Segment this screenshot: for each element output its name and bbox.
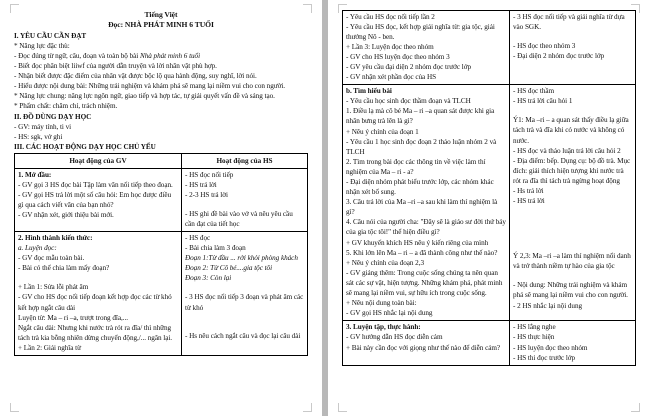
document-page-1 xyxy=(0,0,322,416)
activity-line: 1. Mở đầu: xyxy=(18,170,52,179)
spacer xyxy=(513,233,632,242)
activity-line: - HS đọc và thảo luận trả lời câu hỏi 2 xyxy=(513,146,621,155)
activity-line: + Nêu nội dung toàn bài: xyxy=(346,299,417,308)
spacer xyxy=(513,224,632,233)
section-2-heading: II. ĐỒ DÙNG DẠY HỌC xyxy=(14,112,92,121)
activity-line: 2. Hình thành kiến thức: xyxy=(18,234,93,242)
activity-line: - Hs nêu cách ngắt câu và đọc lại câu dài xyxy=(185,331,301,340)
activity-line: - GV gọi HS trả lời một số câu hỏi: Em học được điều gì qua cách viết văn của bạn nhỏ? xyxy=(18,190,172,209)
table-row xyxy=(343,85,636,321)
teacher-activity-cell xyxy=(343,10,510,85)
activity-line: Ý 2,3: Ma –ri –a làm thí nghiệm nổi danh và trở thành niềm tự hào của gia tộc xyxy=(513,252,631,271)
activity-line: - GV nhận xét, giới thiệu bài mới. xyxy=(18,210,114,219)
activity-line: - 2-3 HS trả lời xyxy=(185,190,228,199)
activity-line: - HS đọc xyxy=(185,234,211,242)
activity-line: - HS đọc theo nhóm 3 xyxy=(513,41,576,50)
activity-line: 4. Câu nói của người cha: "Đây sẽ là giáo sư đời thứ bảy của gia tộc tôi!" thể hiện điều gì? xyxy=(346,218,506,237)
section-1-line-4: - Hiểu được nội dung bài: Những trải nghiệm và khám phá sẽ mang lại niềm vui cho con người. xyxy=(14,82,286,91)
teacher-activity-cell xyxy=(343,321,510,365)
activity-line: - 2 HS nhắc lại nội dung xyxy=(513,301,583,310)
activity-line: - HS lắng nghe xyxy=(513,323,556,332)
spacer xyxy=(185,322,304,331)
spacer xyxy=(513,32,632,41)
section-1-line-6: * Phẩm chất: chăm chỉ, trách nhiệm. xyxy=(14,102,118,111)
section-1-line-2: - Biết đọc phân biệt liiwf của người dẫn truyện và lời nhân vật phù hợp. xyxy=(14,62,217,71)
table-header-row xyxy=(15,154,308,168)
activity-line: - Bài chia làm 3 đoạn xyxy=(185,244,246,253)
activity-line: - GV yêu cầu đại diện 2 nhóm đọc trước lớp xyxy=(346,62,472,71)
activity-line: - Nội dung: Những trải nghiệm và khám phá sẽ mang lại niềm vui cho con người. xyxy=(513,281,628,300)
spacer xyxy=(18,273,178,282)
activity-line: 5. Khi lớn lên Ma – ri – a đã thành công như thế nào? xyxy=(346,248,498,257)
table-row xyxy=(343,321,636,365)
spacer xyxy=(185,200,304,209)
student-activity-cell xyxy=(182,232,308,356)
book-title-inline: Nhà phát minh 6 tuổi xyxy=(139,52,201,60)
student-activity-cell xyxy=(182,168,308,231)
activity-line: - Đại diện nhóm phát biểu trước lớp, các nhóm khác nhận xét bổ sung. xyxy=(346,178,494,197)
activity-line: - HS thực hiện xyxy=(513,333,555,342)
section-1-line-3: - Nhận biết được đặc điểm của nhân vật được bộc lộ qua hành động, suy nghĩ, lời nói. xyxy=(14,72,257,81)
page-1-content xyxy=(0,10,322,356)
page-2-content xyxy=(328,8,650,366)
activity-line: - Đại diện 2 nhóm đọc trước lớp xyxy=(513,51,605,60)
section-2-line-0: - GV: máy tính, ti vi xyxy=(14,122,72,131)
activity-line: - HS đọc thầm xyxy=(513,87,555,96)
column-header-teacher: Hoạt động của GV xyxy=(15,154,182,168)
spacer xyxy=(513,271,632,280)
student-activity-cell xyxy=(510,321,636,365)
activity-line: - HS trả lời xyxy=(513,197,545,206)
activity-line: - GV gọi HS nhắc lại nội dung xyxy=(346,309,433,318)
activity-line: - HS ghi đề bài vào vở và nêu yêu cầu cần đạt của tiết học xyxy=(185,209,293,228)
activity-line: + Lần 1: Sửa lỗi phát âm xyxy=(18,283,89,292)
crop-mark-bottom-left xyxy=(338,403,347,412)
activity-line: + GV khuyến khích HS nêu ý kiến riêng của mình xyxy=(346,238,489,247)
crop-mark-bottom-right xyxy=(631,403,640,412)
activity-line: - Yêu cầu HS đọc nối tiếp lần 2 xyxy=(346,12,435,21)
activity-line: - Hs trả lời xyxy=(513,187,544,195)
teacher-activity-cell xyxy=(15,168,182,231)
activity-line: 3. Câu trả lời của Ma –ri –a sau khi làm thí nghiệm là gì? xyxy=(346,198,498,217)
spacer xyxy=(513,242,632,251)
teacher-activity-cell xyxy=(15,232,182,356)
activity-line: - Bài có thể chia làm mấy đoạn? xyxy=(18,264,110,273)
activity-line: Ý1: Ma –ri – a quan sát thấy điều lạ giữa tách trà và đĩa khi có nước và không có nước. xyxy=(513,116,629,145)
crop-mark-bottom-left xyxy=(10,403,19,412)
spacer xyxy=(185,283,304,292)
section-1-line-5: * Năng lực chung: năng lực ngôn ngữ, giao tiếp và hợp tác, tự giải quyết vấn đề và sáng tạo. xyxy=(14,92,275,101)
table-row xyxy=(343,10,636,85)
activity-line: - 3 HS đọc nối tiếp và giải nghĩa từ dựa vào SGK. xyxy=(513,12,625,31)
section-1-heading: I. YÊU CẦU CẦN ĐẠT xyxy=(14,31,87,40)
activity-line: - GV gọi 3 HS đọc bài Tập làm văn nối tiếp theo đoạn. xyxy=(18,180,173,189)
activity-line: - GV giảng thêm: Trong cuộc sống chúng ta nên quan sát các sự vật, hiện tượng. Những khám phá, phát minh sẽ mang lại niềm vui, sự hữu ích trong cuộc sống. xyxy=(346,268,503,298)
activity-line: 2. Tìm trong bài đọc các thông tin về việc làm thí nghiệm của Ma – ri - a? xyxy=(346,157,486,176)
table-row xyxy=(15,232,308,356)
activity-line: - Yêu cầu 1 học sinh đọc đoạn 2 thảo luận nhóm 2 và TLCH xyxy=(346,137,497,156)
spacer xyxy=(185,313,304,322)
section-1-line-0: * Năng lực đặc thù: xyxy=(14,41,70,50)
section-1-line-1: - Đọc đúng từ ngữ, câu, đoạn và toàn bộ bài Nhà phát minh 6 tuổi xyxy=(14,52,201,60)
activity-line: - Yêu cầu học sinh đọc thầm đoạn và TLCH xyxy=(346,97,471,106)
document-page-2 xyxy=(328,0,650,416)
activities-table-page-1 xyxy=(14,153,308,356)
table-row xyxy=(15,168,308,231)
activity-line: + Lần 3: Luyện đọc theo nhóm xyxy=(346,42,434,51)
activity-line: 3. Luyện tập, thực hành: xyxy=(346,323,421,332)
activity-line: b. Tìm hiểu bài xyxy=(346,87,392,96)
section-2-line-1: - HS: sgk, vở ghi xyxy=(14,132,63,141)
document-title-subject: Tiếng Việt xyxy=(144,10,178,19)
spacer xyxy=(513,206,632,215)
activity-line: + Bài này cần đọc với giọng như thế nào để diễn cảm? xyxy=(346,343,501,352)
activity-line: - GV đọc mẫu toàn bài. xyxy=(18,254,85,263)
activity-line: - HS thi đọc trước lớp xyxy=(513,353,576,362)
activity-line: - HS trả lời xyxy=(185,180,217,189)
column-header-student: Hoạt động của HS xyxy=(182,154,308,168)
activity-line: - Yêu cầu HS đọc, kết hợp giải nghĩa từ: gia tộc, giải thưởng Nô - ben. xyxy=(346,22,495,41)
spacer xyxy=(513,106,632,115)
activity-line: - GV hướng dẫn HS đọc diễn cảm xyxy=(346,333,443,342)
student-activity-cell xyxy=(510,85,636,321)
activity-line: + Nêu ý chính của đoạn 1 xyxy=(346,127,419,136)
activity-line: Đoạn 2: Từ Cô bé....gia tộc tôi xyxy=(185,264,273,273)
activity-line: - HS luyện đọc theo nhóm xyxy=(513,343,588,352)
activity-line: Ngắt câu dài: Nhưng khi nước trà rót ra đĩa/ thì những tách trà kia bỗng nhiên dừng chuyển động,/... ngăn lại. xyxy=(18,323,173,342)
crop-mark-bottom-right xyxy=(303,403,312,412)
activity-line: Đoạn 1:Từ đầu ... rời khỏi phòng khách xyxy=(185,254,298,263)
activity-line: + Nêu ý chính của đoạn 2,3 xyxy=(346,258,425,267)
activity-line: + Lần 2: Giải nghĩa từ xyxy=(18,343,81,352)
spacer xyxy=(513,215,632,224)
student-activity-cell xyxy=(510,10,636,85)
activity-line: - GV cho HS luyện đọc theo nhóm 3 xyxy=(346,52,450,61)
activity-line: - GV nhận xét phần đọc của HS xyxy=(346,73,437,82)
section-3-heading: III. CÁC HOẠT ĐỘNG DẠY HỌC CHỦ YẾU xyxy=(14,142,156,151)
activity-line: - HS đọc nối tiếp xyxy=(185,170,234,179)
activity-line: - HS trả lời câu hỏi 1 xyxy=(513,97,573,106)
activity-line: - 3 HS đọc nối tiếp 3 đoạn và phát âm các từ khó xyxy=(185,293,304,312)
activity-line: a. Luyện đọc: xyxy=(18,244,57,253)
document-title-lesson: Đọc: NHÀ PHÁT MINH 6 TUỔI xyxy=(108,20,214,30)
activities-table-page-2 xyxy=(342,10,636,366)
teacher-activity-cell xyxy=(343,85,510,321)
activity-line: - GV cho HS đọc nối tiếp đoạn kết hợp đọc các từ khó kết hợp ngắt câu dài xyxy=(18,293,172,312)
activity-line: Đoạn 3: Còn lại xyxy=(185,274,232,283)
activity-line: - Địa điểm: bếp. Dụng cụ: bộ đồ trà. Mục đích: giải thích hiện tượng khi nước trà rót ra đĩa thì tách trà ngừng hoạt động xyxy=(513,156,631,185)
activity-line: Luyện từ: Ma – ri –a, trượt trong đĩa,... xyxy=(18,313,128,322)
activity-line: 1. Điều lạ mà cô bé Ma – ri –a quan sát được khi gia nhân bưng trà lên là gì? xyxy=(346,107,495,126)
